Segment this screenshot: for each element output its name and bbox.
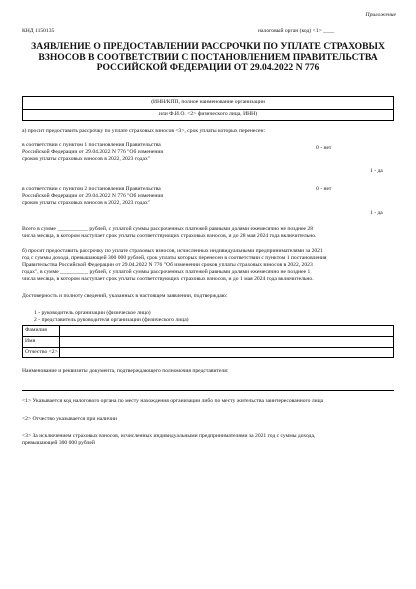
patronymic-label: Отчество <2> xyxy=(25,349,58,355)
applicant-box-line1: (ИНН/КПП, полное наименование организации xyxy=(151,99,265,105)
section-a-clause2-line2: Российской Федерации от 29.04.2022 N 776 "Об изменении xyxy=(22,193,164,199)
applicant-box-divider xyxy=(23,109,393,110)
first-name-label: Имя xyxy=(25,338,36,344)
authority-document-label: Наименование и реквизиты документа, подтверждающего полномочия представителя: xyxy=(22,368,229,374)
tax-authority-code: налоговый орган (код) <1> ____ xyxy=(258,28,335,34)
person-table-row-divider xyxy=(23,336,393,337)
footnote-3-line1: <3> За исключением страховых взносов, исчисленных индивидуальными предпринимателями за 2021 год с суммы дохода, xyxy=(22,433,316,439)
section-a-total-line1: Всего в сумме ___________ рублей, с уплатой суммы рассроченных платежей равными долями ежемесячно не позднее 28 xyxy=(22,226,314,232)
section-a-clause2-line1: в соответствии с пунктом 2 постановления Правительства xyxy=(22,186,161,192)
confirmation-text: Достоверность и полноту сведений, указанных в настоящем заявлении, подтверждаю: xyxy=(22,293,228,299)
footnote-separator xyxy=(22,390,394,391)
person-table xyxy=(22,325,394,358)
clause1-option-yes: 1 - да xyxy=(370,168,383,174)
section-a-total-line2: числа месяца, в котором наступает срок уплаты соответствующих страховых взносов, и до 28 мая 2024 года включительно. xyxy=(22,233,317,239)
section-a-clause2-line3: сроков уплаты страховых взносов в 2022, 2023 годах" xyxy=(22,200,151,206)
section-b-line1: б) просит предоставить рассрочку по уплате страховых взносов, исчисленных индивидуальными предпринимателями за 2021 xyxy=(22,248,323,254)
section-a-clause1-line2: Российской Федерации от 29.04.2022 N 776 "Об изменении xyxy=(22,149,164,155)
clause1-option-no: 0 - нет xyxy=(316,145,332,151)
footnote-1: <1> Указывается код налогового органа по месту нахождения организации либо по месту жительства заинтересованного лица xyxy=(22,398,324,404)
role-option-1: 1 - руководитель организации (физическое лицо) xyxy=(34,310,151,316)
section-b-line4: годах", в сумме __________ рублей, с уплатой суммы рассроченных платежей равными долями ежемесячно не позднее 1 xyxy=(22,269,311,275)
document-title: ЗАЯВЛЕНИЕ О ПРЕДОСТАВЛЕНИИ РАССРОЧКИ ПО УПЛАТЕ СТРАХОВЫХ ВЗНОСОВ В СООТВЕТСТВИИ С ПОСТАНОВЛЕНИЕМ ПРАВИТЕЛЬСТВА РОССИЙСКОЙ ФЕДЕРАЦИИ ОТ 29.04.2022 N 776 xyxy=(31,41,385,74)
section-b-line3: Правительства Российской Федерации от 29.04.2022 N 776 "Об изменении сроков уплаты страховых взносов в 2022, 2023 xyxy=(22,262,313,268)
section-a-clause1-line3: сроков уплаты страховых взносов в 2022, 2023 годах" xyxy=(22,156,151,162)
applicant-box xyxy=(22,96,394,121)
clause2-option-yes: 1 - да xyxy=(370,210,383,216)
section-b-line2: год с суммы дохода, превышающей 300 000 рублей, срок уплаты которых перенесен в соответствии с пунктом 1 постановления xyxy=(22,255,327,261)
person-table-row-divider xyxy=(23,347,393,348)
surname-label: Фамилия xyxy=(25,327,47,333)
section-b-line5: числа месяца, в котором наступает срок уплаты соответствующих страховых взносов, и до 1 мая 2024 года включительно. xyxy=(22,276,314,282)
knd-code: КНД 1150135 xyxy=(22,28,55,34)
clause2-option-no: 0 - нет xyxy=(316,186,332,192)
applicant-box-line2: или Ф.И.О. <2> физического лица, ИНН) xyxy=(158,111,258,117)
footnote-3-line2: превышающей 300 000 рублей xyxy=(22,440,95,446)
appendix-label: Приложение xyxy=(365,12,396,18)
footnote-2: <2> Отчество указывается при наличии xyxy=(22,416,117,422)
role-option-2: 2 - представитель руководителя организации (физического лица) xyxy=(34,317,189,323)
person-table-column-divider xyxy=(59,326,60,357)
section-a-intro: а) просит предоставить рассрочку по уплате страховых взносов <3>, срок уплаты которых перенесен: xyxy=(22,128,266,134)
section-a-clause1-line1: в соответствии с пунктом 1 постановления Правительства xyxy=(22,142,161,148)
